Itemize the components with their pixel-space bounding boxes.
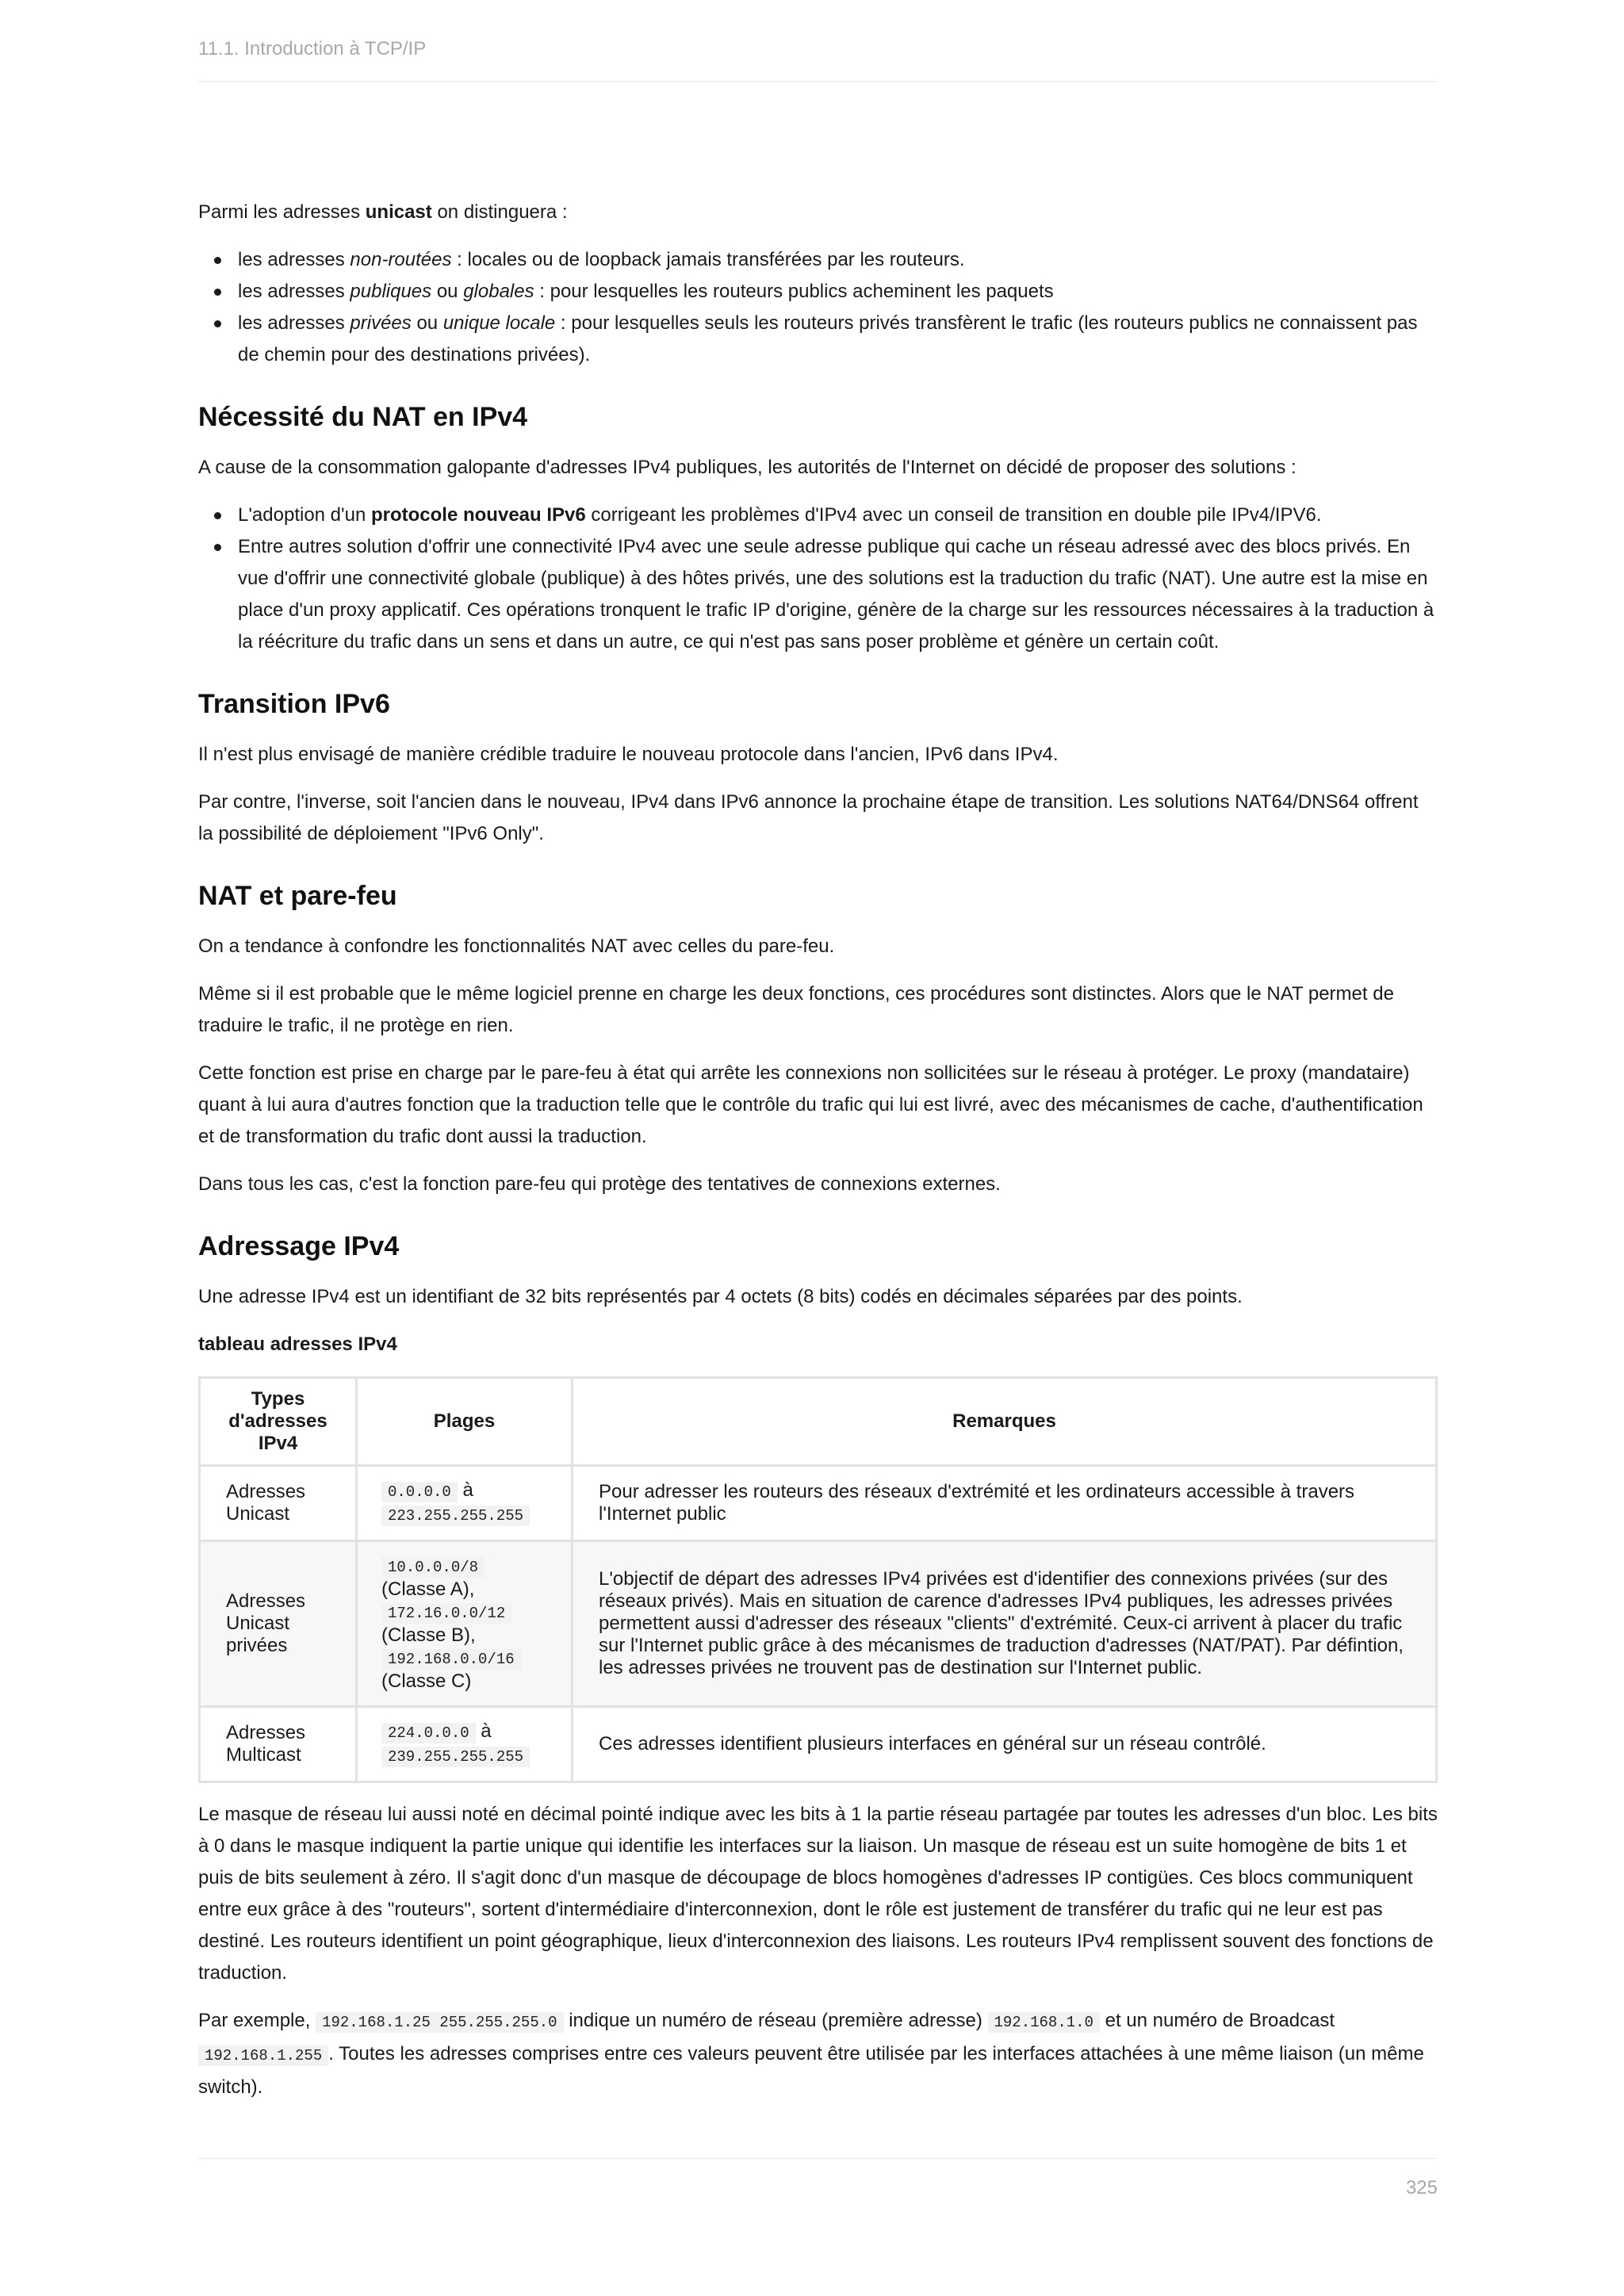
table-row <box>200 1707 1437 1782</box>
ipv4-address-table <box>198 1376 1438 1783</box>
table-header-row <box>200 1378 1437 1466</box>
cell-range: 10.0.0.0/8 (Classe A), 172.16.0.0/12 (Classe B), 192.168.0.0/16 (Classe C) <box>357 1541 573 1707</box>
page-number: 325 <box>1405 2177 1438 2198</box>
footer-divider <box>198 2158 1438 2159</box>
cell-remark: Ces adresses identifient plusieurs interfaces en général sur un réseau contrôlé. <box>573 1707 1437 1782</box>
nat-paragraph: A cause de la consommation galopante d'adresses IPv4 publiques, les autorités de l'Internet on décidé de proposer des solutions : <box>198 457 1297 478</box>
cell-remark: Pour adresser les routeurs des réseaux d'extrémité et les ordinateurs accessible à travers l'Internet public <box>573 1466 1437 1541</box>
cell-range: 0.0.0.0 à 223.255.255.255 <box>357 1466 573 1541</box>
table-caption: tableau adresses IPv4 <box>198 1334 397 1355</box>
page-content <box>198 197 1438 2119</box>
list-item: L'adoption d'un protocole nouveau IPv6 corrigeant les problèmes d'IPv4 avec un conseil de transition en double pile IPv4/IPV6. <box>198 499 1438 531</box>
cell-type: Adresses Unicast <box>200 1466 357 1541</box>
transition-paragraph-1: Il n'est plus envisagé de manière crédible traduire le nouveau protocole dans l'ancien, IPv6 dans IPv4. <box>198 744 1059 765</box>
column-header-types: Types d'adresses IPv4 <box>200 1378 357 1466</box>
mask-paragraph: Le masque de réseau lui aussi noté en décimal pointé indique avec les bits à 1 la partie réseau partagée par toutes les adresses d'un bloc. Les bits à 0 dans le masque indiquent la partie unique qui identifie les interfaces sur la liaison. Un masque de réseau est un suite homogène de bits 1 et puis de bits seulement à zéro. Il s'agit donc d'un masque de découpage de blocs homogènes d'adresses IP contigües. Ces blocs communiquent entre eux grâce à des "routeurs", sortent d'intermédiaire d'interconnexion, dont le rôle est justement de transférer du trafic qui ne leur est pas destiné. Les routeurs identifient un point géographique, lieux d'interconnexion des liaisons. Les routeurs IPv4 remplissent souvent des fonctions de traduction. <box>198 1804 1438 1984</box>
list-item: Entre autres solution d'offrir une connectivité IPv4 avec une seule adresse publique qui cache un réseau adressé avec des blocs privés. En vue d'offrir une connectivité globale (publique) à des hôtes privés, une des solutions est la traduction du trafic (NAT). Une autre est la mise en place d'un proxy applicatif. Ces opérations tronquent le trafic IP d'origine, génère de la charge sur les ressources nécessaires à la traduction à la réécriture du trafic dans un sens et dans un autre, ce qui n'est pas sans poser problème et génère un certain coût. <box>198 531 1438 658</box>
nat-list <box>198 499 1438 658</box>
firewall-paragraph-3: Cette fonction est prise en charge par le pare-feu à état qui arrête les connexions non sollicitées sur le réseau à protéger. Le proxy (mandataire) quant à lui aura d'autres fonction que la traduction telle que le contrôle du trafic qui lui est livré, avec des mécanismes de cache, d'authentification et de transformation du trafic dont aussi la traduction. <box>198 1062 1423 1147</box>
addressing-paragraph: Une adresse IPv4 est un identifiant de 32 bits représentés par 4 octets (8 bits) codés en décimales séparées par des points. <box>198 1286 1243 1307</box>
column-header-plages: Plages <box>357 1378 573 1466</box>
list-item: les adresses publiques ou globales : pour lesquelles les routeurs publics acheminent les paquets <box>198 276 1438 308</box>
cell-type: Adresses Multicast <box>200 1707 357 1782</box>
firewall-paragraph-1: On a tendance à confondre les fonctionnalités NAT avec celles du pare-feu. <box>198 936 835 957</box>
firewall-paragraph-4: Dans tous les cas, c'est la fonction pare-feu qui protège des tentatives de connexions externes. <box>198 1173 1001 1195</box>
section-heading-nat: Nécessité du NAT en IPv4 <box>198 402 528 432</box>
document-page <box>198 0 1438 2296</box>
firewall-paragraph-2: Même si il est probable que le même logiciel prenne en charge les deux fonctions, ces procédures sont distinctes. Alors que le NAT permet de traduire le trafic, il ne protège en rien. <box>198 983 1394 1036</box>
cell-remark: L'objectif de départ des adresses IPv4 privées est d'identifier des connexions privées (sur des réseaux privés). Mais en situation de carence d'adresses IPv4 publiques, les adresses privées permettent aussi d'adresser des réseaux "clients" d'extrémité. Ceux-ci arrivent à placer du trafic sur l'Internet public grâce à des mécanismes de traduction d'adresses (NAT/PAT). Par défintion, les adresses privées ne trouvent pas de destination sur l'Internet public. <box>573 1541 1437 1707</box>
table-row <box>200 1541 1437 1707</box>
table-row <box>200 1466 1437 1541</box>
header-divider <box>198 81 1438 82</box>
column-header-remarques: Remarques <box>573 1378 1437 1466</box>
unicast-list <box>198 244 1438 371</box>
section-heading-firewall: NAT et pare-feu <box>198 881 397 911</box>
example-paragraph: Par exemple, 192.168.1.25 255.255.255.0 indique un numéro de réseau (première adresse) 192.168.1.0 et un numéro de Broadcast 192.168.1.255 . Toutes les adresses comprises entre ces valeurs peuvent être utilisée par les interfaces attachées à une même liaison (un même switch). <box>198 2010 1424 2098</box>
section-heading-transition: Transition IPv6 <box>198 689 390 719</box>
intro-paragraph: Parmi les adresses unicast on distinguera : <box>198 201 568 223</box>
list-item: les adresses non-routées : locales ou de loopback jamais transférées par les routeurs. <box>198 244 1438 276</box>
cell-type: Adresses Unicast privées <box>200 1541 357 1707</box>
cell-range: 224.0.0.0 à 239.255.255.255 <box>357 1707 573 1782</box>
list-item: les adresses privées ou unique locale : pour lesquelles seuls les routeurs privés transfèrent le trafic (les routeurs publics ne connaissent pas de chemin pour des destinations privées). <box>198 308 1438 371</box>
transition-paragraph-2: Par contre, l'inverse, soit l'ancien dans le nouveau, IPv4 dans IPv6 annonce la prochaine étape de transition. Les solutions NAT64/DNS64 offrent la possibilité de déploiement "IPv6 Only". <box>198 791 1419 844</box>
section-heading-addressing: Adressage IPv4 <box>198 1231 400 1261</box>
running-header: 11.1. Introduction à TCP/IP <box>198 38 427 59</box>
